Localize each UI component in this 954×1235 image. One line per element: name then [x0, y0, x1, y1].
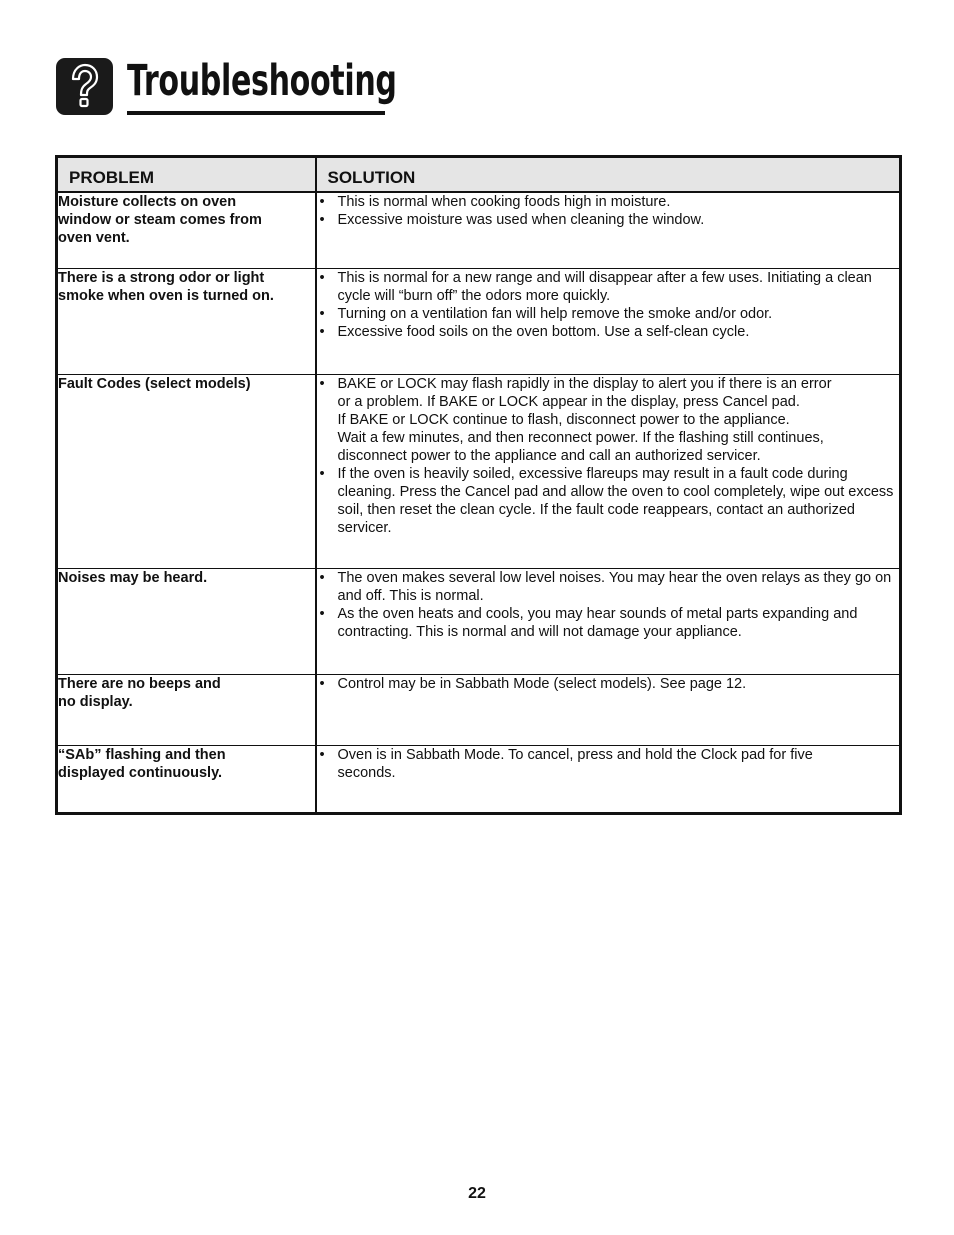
table-row: [57, 675, 901, 746]
solution-item: [317, 605, 900, 641]
solution-item: [317, 269, 900, 305]
page-title: Troubleshooting: [127, 56, 397, 106]
table-row: [57, 269, 901, 375]
solution-list: [317, 746, 900, 782]
solution-list: [317, 193, 900, 229]
solution-text: seconds.: [337, 765, 396, 781]
problem-text: displayed continuously.: [58, 765, 223, 781]
problem-cell: [57, 375, 316, 569]
question-mark-icon: [56, 58, 113, 115]
problem-cell: [57, 569, 316, 675]
column-header-problem: PROBLEM: [57, 157, 316, 192]
problem-cell: [57, 746, 316, 814]
column-header-solution: SOLUTION: [316, 157, 901, 192]
troubleshooting-table: [55, 155, 902, 815]
solution-item: [317, 323, 900, 341]
solution-cell: [316, 746, 901, 814]
solution-list: [317, 269, 900, 341]
solution-text: and off. This is normal.: [337, 588, 484, 604]
solution-text: • This is normal when cooking foods high in moisture.: [337, 193, 671, 210]
problem-cell: [57, 192, 316, 269]
solution-cell: [316, 675, 901, 746]
table-row: [57, 569, 901, 675]
solution-item: [317, 375, 900, 465]
title-underline: [127, 111, 385, 115]
solution-text: • Turning on a ventilation fan will help remove the smoke and/or odor.: [337, 306, 773, 322]
solution-item: [317, 305, 900, 323]
problem-text: Fault Codes (select models): [58, 376, 251, 392]
solution-text: • Excessive moisture was used when cleaning the window.: [337, 211, 705, 228]
solution-cell: [316, 569, 901, 675]
solution-item: [317, 746, 900, 782]
solution-text: disconnect power to the appliance and call an authorized servicer.: [337, 448, 761, 464]
solution-text: contracting. This is normal and will not damage your appliance.: [337, 624, 742, 640]
solution-text: • The oven makes several low level noises. You may hear the oven relays as they go on: [337, 570, 892, 586]
solution-text: • Control may be in Sabbath Mode (select models). See page 12.: [337, 676, 747, 692]
problem-text: Moisture collects on oven: [58, 193, 237, 210]
solution-list: [317, 375, 900, 537]
solution-text: soil, then reset the clean cycle. If the fault code reappears, contact an authorized: [337, 502, 855, 518]
solution-list: [317, 569, 900, 641]
solution-item: [317, 569, 900, 605]
problem-text: “SAb” flashing and then: [58, 747, 226, 763]
solution-text: servicer.: [337, 520, 392, 536]
solution-item: [317, 193, 900, 211]
solution-list: [317, 675, 900, 693]
problem-text: Noises may be heard.: [58, 570, 208, 586]
solution-item: [317, 465, 900, 537]
solution-item: [317, 211, 900, 229]
problem-text: There are no beeps and: [58, 676, 221, 692]
solution-text: cleaning. Press the Cancel pad and allow the oven to cool completely, wipe out excess: [337, 484, 894, 500]
problem-cell: [57, 269, 316, 375]
solution-text: or a problem. If BAKE or LOCK appear in the display, press Cancel pad.: [337, 394, 800, 410]
problem-cell: [57, 675, 316, 746]
problem-text: There is a strong odor or light: [58, 270, 265, 286]
page-number: 22: [468, 1185, 486, 1202]
solution-text: • Excessive food soils on the oven bottom. Use a self-clean cycle.: [337, 324, 750, 340]
solution-text: • If the oven is heavily soiled, excessive flareups may result in a fault code during: [337, 466, 848, 482]
solution-text: • As the oven heats and cools, you may hear sounds of metal parts expanding and: [337, 606, 858, 622]
problem-text: no display.: [58, 694, 133, 710]
table-header-row: [57, 157, 901, 192]
solution-text: cycle will “burn off” the odors more quickly.: [337, 288, 611, 304]
problem-text: window or steam comes from: [58, 211, 262, 228]
solution-cell: [316, 269, 901, 375]
table-row: [57, 375, 901, 569]
table-row: [57, 192, 901, 269]
solution-text: • This is normal for a new range and will disappear after a few uses. Initiating a clean: [337, 270, 872, 286]
table-row: [57, 746, 901, 814]
solution-cell: [316, 192, 901, 269]
problem-text: smoke when oven is turned on.: [58, 288, 274, 304]
problem-text: oven vent.: [58, 229, 130, 246]
solution-cell: [316, 375, 901, 569]
solution-text: Wait a few minutes, and then reconnect power. If the flashing still continues,: [337, 430, 824, 446]
solution-item: [317, 675, 900, 693]
solution-text: If BAKE or LOCK continue to flash, disconnect power to the appliance.: [337, 412, 790, 428]
solution-text: • Oven is in Sabbath Mode. To cancel, press and hold the Clock pad for five: [337, 747, 813, 763]
solution-text: • BAKE or LOCK may flash rapidly in the display to alert you if there is an error: [337, 376, 832, 392]
